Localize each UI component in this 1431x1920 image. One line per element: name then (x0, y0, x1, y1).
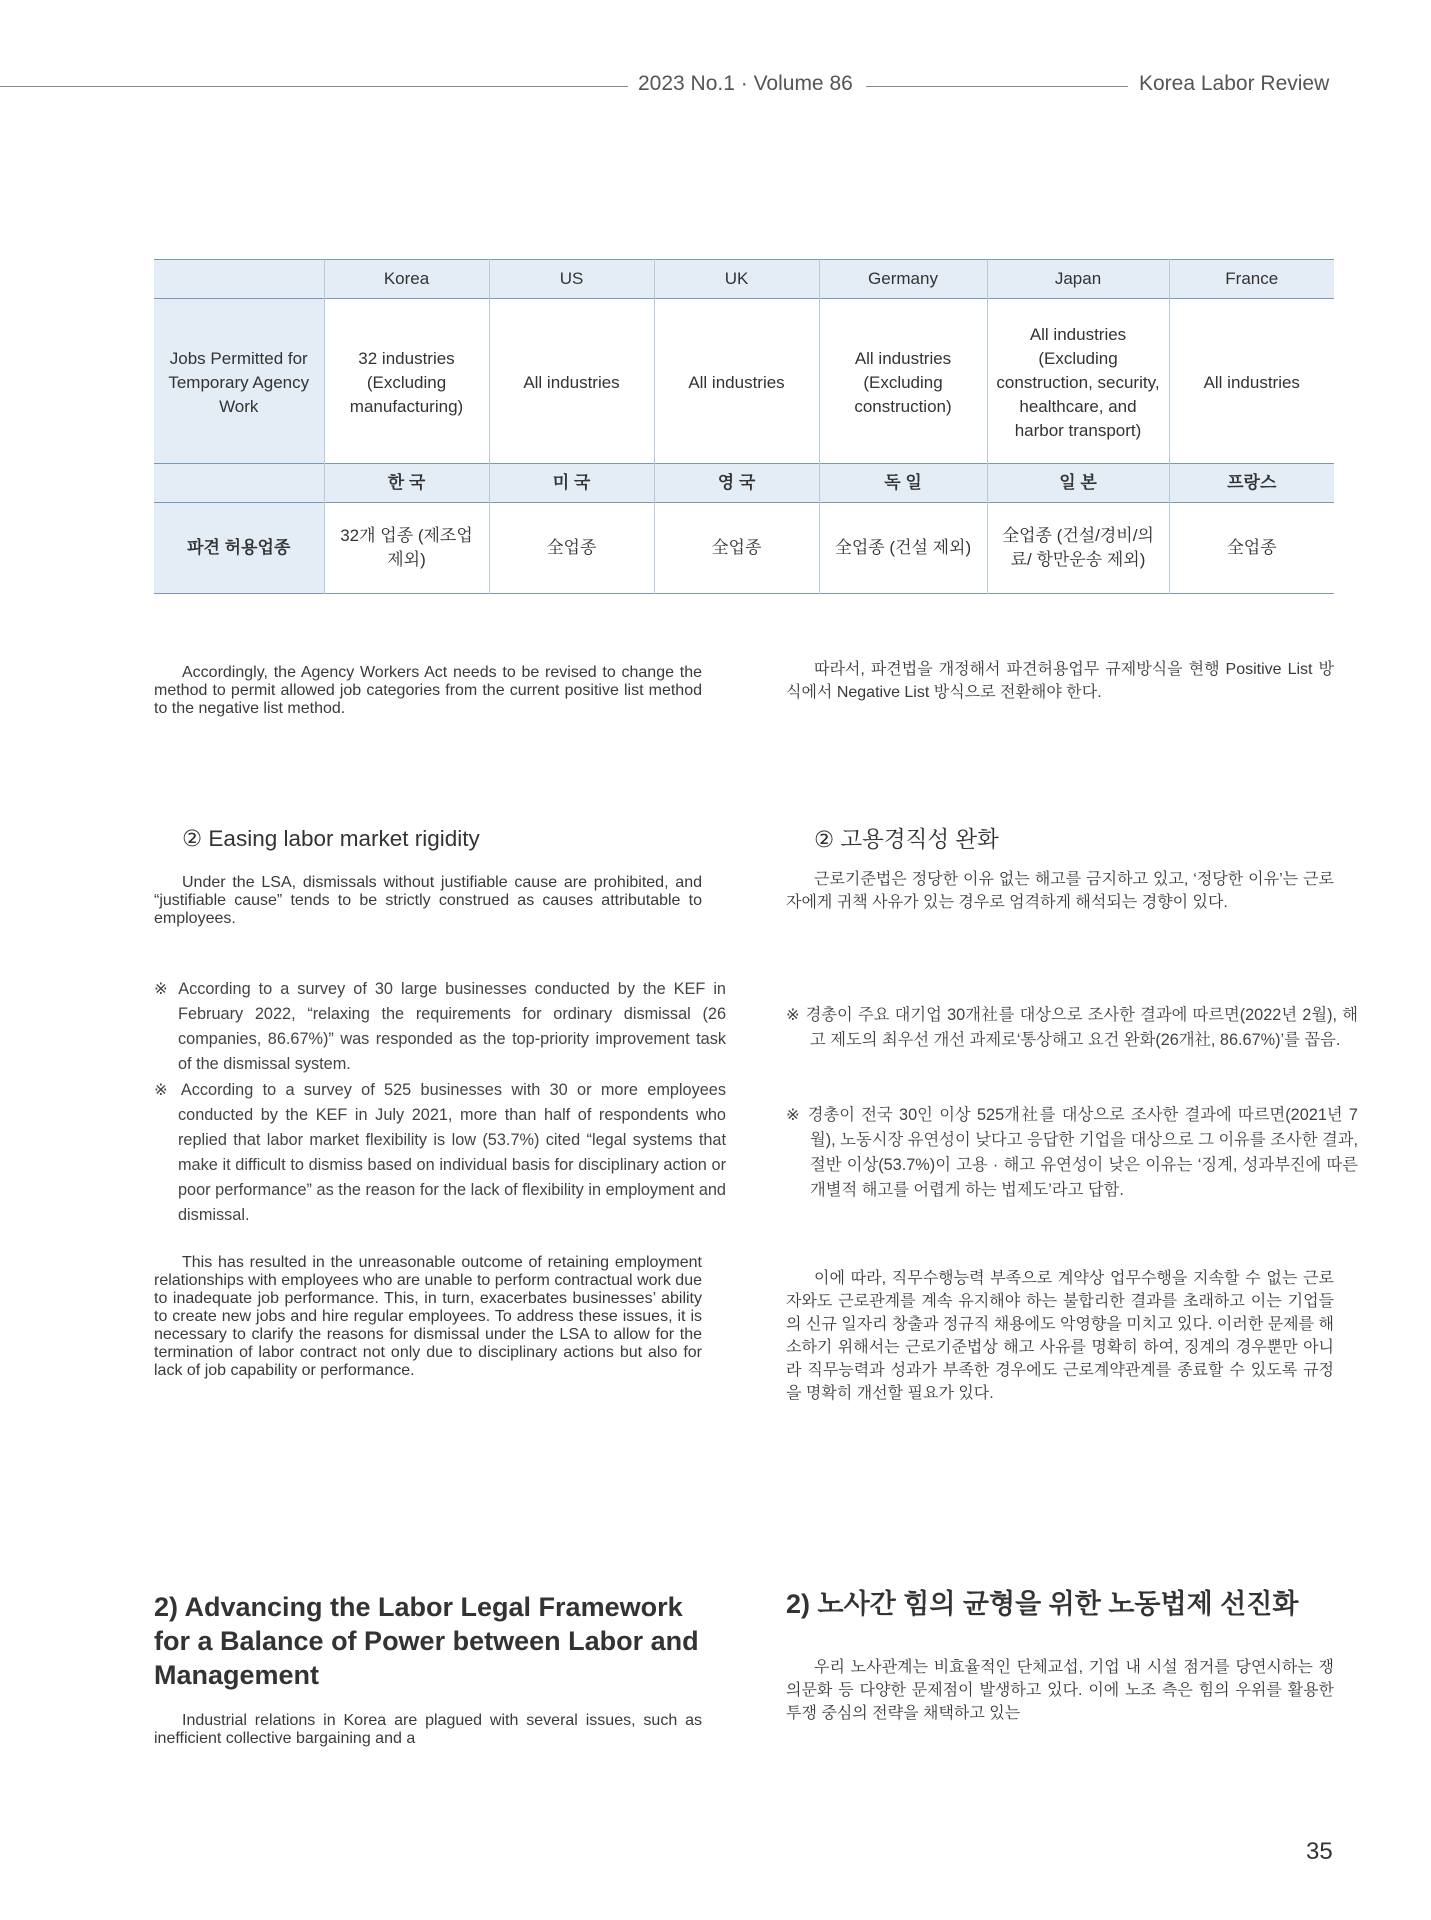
table-cell: 32개 업종 (제조업 제외) (324, 503, 489, 594)
table-header-cell: US (489, 260, 654, 299)
table-cell: All industries (654, 299, 819, 468)
korean-note-2: ※ 경총이 전국 30인 이상 525개社를 대상으로 조사한 결과에 따르면(2021년 7월), 노동시장 유연성이 낮다고 응답한 기업을 대상으로 그 이유를 조사한 결과, 절반 이상(53.7%)이 고용 · 해고 유연성이 낮은 이유는 ‘징계, 성과부진에 따른 개별적 해고를 어렵게 하는 법제도’라고 답함. (786, 1106, 1358, 1199)
table-cell: 全업종 (654, 503, 819, 594)
korean-paragraph-3: 이에 따라, 직무수행능력 부족으로 계약상 업무수행을 지속할 수 없는 근로자와도 근로관계를 계속 유지해야 하는 불합리한 결과를 초래하고 이는 기업들의 신규 일자리 창출과 정규직 채용에도 악영향을 미치고 있다. 이러한 문제를 해소하기 위해서는 근로기준법상 해고 사유를 명확히 하여, 징계의 경우뿐만 아니라 직무능력과 성과가 부족한 경우에도 근로계약관계를 종료할 수 있도록 규정을 명확히 개선할 필요가 있다. (786, 1270, 1334, 1402)
table-cell: All industries (489, 299, 654, 468)
table-cell: All industries (Excluding construction, security, healthcare, and harbor transport) (987, 299, 1169, 468)
table-header-cell (154, 464, 324, 503)
header-rule-left (0, 86, 628, 87)
table-header-cell (154, 260, 324, 299)
table-cell: 32 industries (Excluding manufacturing) (324, 299, 489, 468)
english-paragraph-2: Under the LSA, dismissals without justifiable cause are prohibited, and “justifiable cause” tends to be strictly construed as causes attributable to employees. (154, 874, 702, 927)
table-row-header: 파견 허용업종 (154, 503, 324, 594)
table-header-cell: 영 국 (654, 464, 819, 503)
table-cell: 全업종 (1226, 538, 1277, 557)
english-paragraph-4: Industrial relations in Korea are plagued with several issues, such as inefficient collective bargaining and a (154, 1712, 702, 1747)
korean-paragraph-4: 우리 노사관계는 비효율적인 단체교섭, 기업 내 시설 점거를 당연시하는 쟁의문화 등 다양한 문제점이 발생하고 있다. 이에 노조 측은 힘의 우위를 활용한 투쟁 중심의 전략을 채택하고 있는 (786, 1659, 1334, 1722)
comparison-table-korean (154, 463, 1334, 594)
english-section-heading: 2) Advancing the Labor Legal Framework for a Balance of Power between Labor and Management (154, 1592, 699, 1690)
english-subheading: ② Easing labor market rigidity (182, 826, 480, 851)
table-header-cell: 일 본 (987, 464, 1169, 503)
table-header-row (154, 464, 1334, 503)
table-cell: 全업종 (489, 503, 654, 594)
korean-section-heading: 2) 노사간 힘의 균형을 위한 노동법제 선진화 (786, 1589, 1299, 1619)
table-cell: All industries (1203, 373, 1300, 392)
table-header-cell: 독 일 (819, 464, 987, 503)
korean-subheading: ② 고용경직성 완화 (814, 827, 999, 852)
table-header-cell: 프랑스 (1227, 473, 1277, 492)
table-header-cell: Germany (819, 260, 987, 299)
table-row-header: Jobs Permitted for Temporary Agency Work (154, 299, 324, 468)
table-row (154, 503, 1334, 594)
table-header-cell: France (1225, 269, 1279, 288)
issue-label: 2023 No.1 · Volume 86 (638, 72, 853, 95)
page-number: 35 (1306, 1838, 1333, 1865)
table-cell: 全업종 (건설 제외) (819, 503, 987, 594)
table-header-cell: Japan (987, 260, 1169, 299)
english-note-2: ※ According to a survey of 525 businesses with 30 or more employees conducted by the KEF in July 2021, more than half of respondents who replied that labor market flexibility is low (53.7%) cited “legal systems that make it difficult to dismiss based on individual basis for disciplinary action or poor performance” as the reason for the lack of flexibility in employment and dismissal. (154, 1081, 726, 1224)
english-note-1: ※ According to a survey of 30 large businesses conducted by the KEF in February 2022, “relaxing the requirements for ordinary dismissal (26 companies, 86.67%)” was responded as the top-priority improvement task of the dismissal system. (154, 980, 726, 1073)
korean-paragraph-1: 따라서, 파견법을 개정해서 파견허용업무 규제방식을 현행 Positive List 방식에서 Negative List 방식으로 전환해야 한다. (786, 661, 1334, 701)
table-row (154, 299, 1334, 468)
table-cell: All industries (Excluding construction) (819, 299, 987, 468)
table-header-cell: 한 국 (324, 464, 489, 503)
english-paragraph-3: This has resulted in the unreasonable outcome of retaining employment relationships with employees who are unable to perform contractual work due to inadequate job performance. This, in turn, exacerbates businesses’ ability to create new jobs and hire regular employees. To address these issues, it is necessary to clarify the reasons for dismissal under the LSA to allow for the termination of labor contract not only due to disciplinary actions but also for lack of job capability or performance. (154, 1254, 702, 1379)
table-header-cell: 미 국 (489, 464, 654, 503)
table-header-cell: UK (654, 260, 819, 299)
table-header-cell: Korea (324, 260, 489, 299)
korean-paragraph-2: 근로기준법은 정당한 이유 없는 해고를 금지하고 있고, ‘정당한 이유’는 근로자에게 귀책 사유가 있는 경우로 엄격하게 해석되는 경향이 있다. (786, 871, 1334, 911)
comparison-table-english (154, 259, 1334, 468)
table-header-row (154, 260, 1334, 299)
table-cell: 全업종 (건설/경비/의료/ 항만운송 제외) (987, 503, 1169, 594)
korean-note-1: ※ 경총이 주요 대기업 30개社를 대상으로 조사한 결과에 따르면(2022년 2월), 해고 제도의 최우선 개선 과제로‘통상해고 요건 완화(26개社, 86.67%)’를 꼽음. (786, 1006, 1358, 1049)
english-paragraph-1: Accordingly, the Agency Workers Act needs to be revised to change the method to permit allowed job categories from the current positive list method to the negative list method. (154, 664, 702, 717)
header-rule-middle (866, 86, 1128, 87)
journal-title: Korea Labor Review (1139, 72, 1330, 95)
